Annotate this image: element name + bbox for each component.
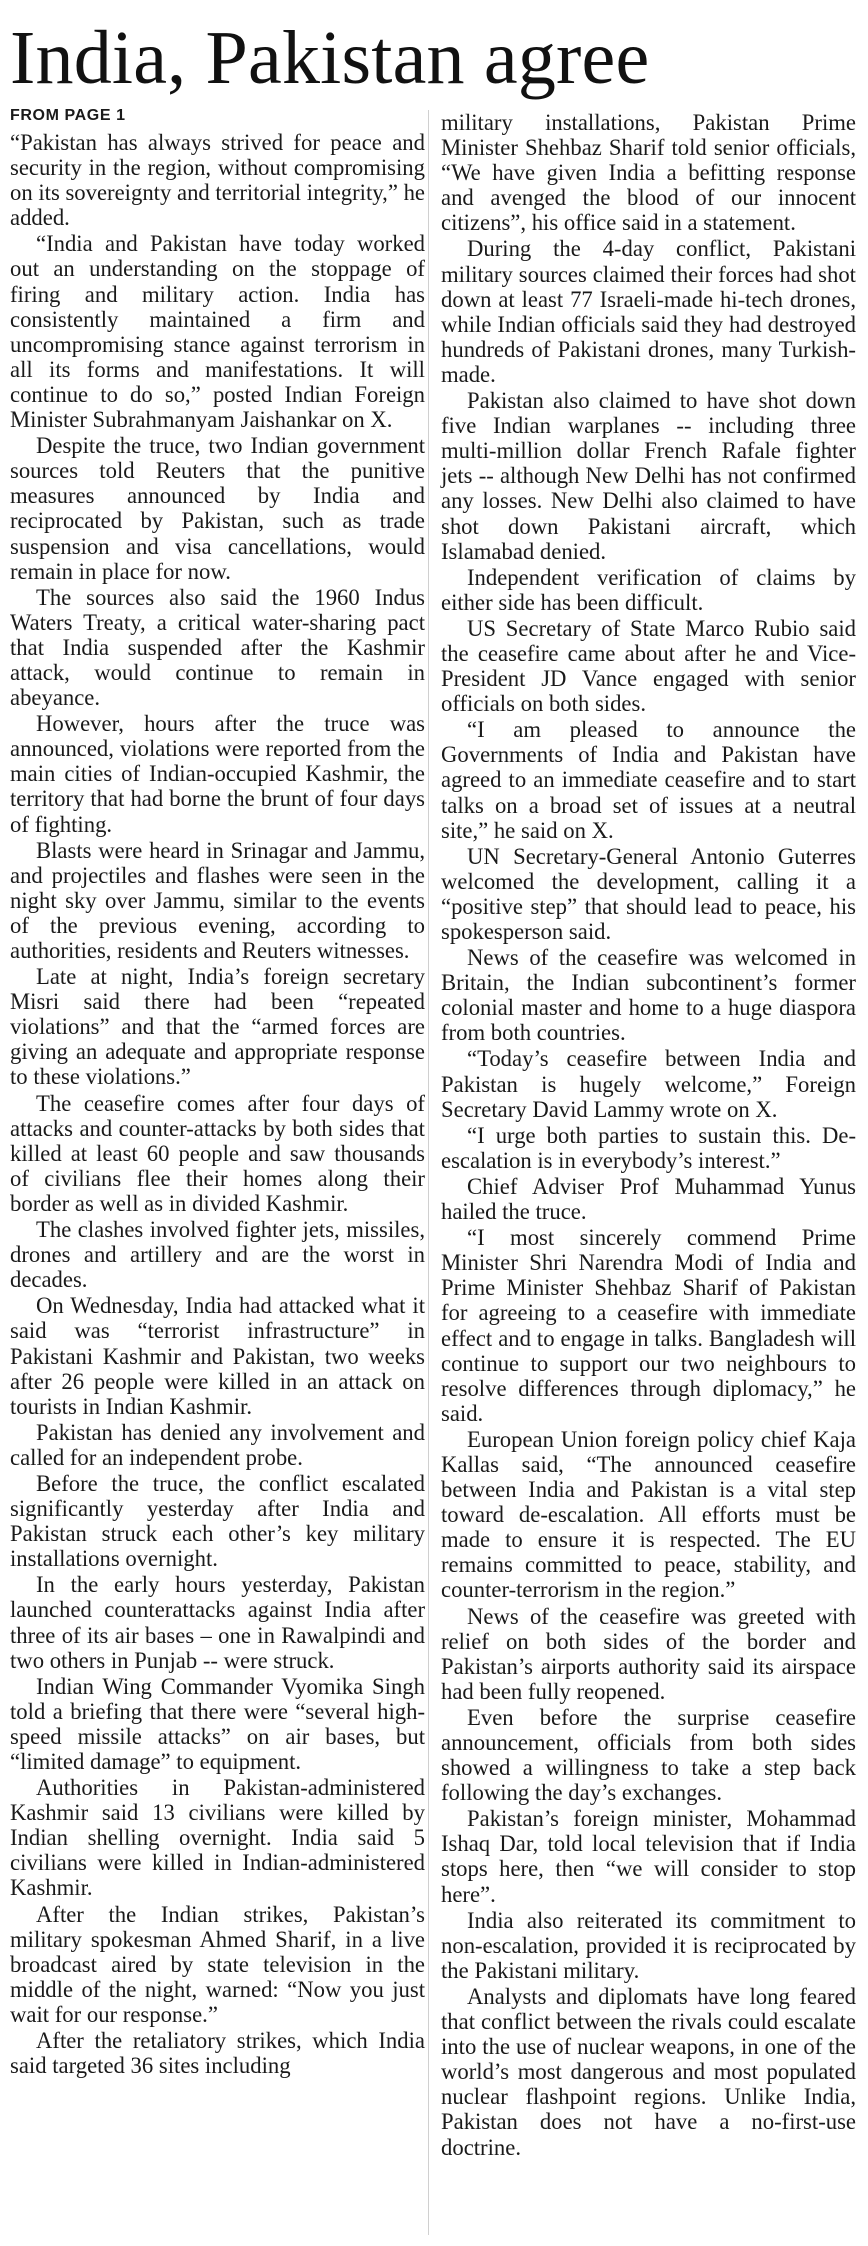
paragraph: However, hours after the truce was announced, violations were reported from the main cities of Indian-occupied Kashmir, the territory that had borne the brunt of four days of fighting.	[10, 711, 425, 837]
paragraph: Analysts and diplomats have long feared that conflict between the rivals could escalate into the use of nuclear weapons, in one of the world’s most dangerous and most populated nuclear flashpoint regions. Unlike India, Pakistan does not have a no-first-use doctrine.	[441, 1983, 856, 2160]
paragraph: Despite the truce, two Indian government sources told Reuters that the punitive measures announced by India and reciprocated by Pakistan, such as trade suspension and visa cancellations, would remain in place for now.	[10, 433, 425, 584]
paragraph: The sources also said the 1960 Indus Waters Treaty, a critical water-sharing pact that India suspended after the Kashmir attack, would continue to remain in abeyance.	[10, 584, 425, 711]
paragraph: In the early hours yesterday, Pakistan launched counterattacks against India after three of its air bases – one in Rawalpindi and two others in Punjab -- were struck.	[10, 1572, 425, 1673]
paragraph: Late at night, India’s foreign secretary Misri said there had been “repeated violations” and that the “armed forces are giving an adequate and appropriate response to these violations.”	[10, 964, 425, 1090]
paragraph: Pakistan also claimed to have shot down five Indian warplanes -- including three multi-million dollar French Rafale fighter jets -- although New Delhi has not confirmed any losses. New Delhi also claimed to have shot down Pakistani aircraft, which Islamabad denied.	[441, 388, 856, 564]
paragraph: Independent verification of claims by either side has been difficult.	[441, 564, 856, 615]
paragraph: On Wednesday, India had attacked what it said was “terrorist infrastructure” in Pakistani Kashmir and Pakistan, two weeks after 26 people were killed in an attack on tourists in Indian Kashmir.	[10, 1293, 425, 1419]
article-headline: India, Pakistan agree	[10, 16, 650, 100]
column-divider	[428, 110, 429, 2235]
paragraph: News of the ceasefire was welcomed in Britain, the Indian subcontinent’s former colonial master and home to a huge diaspora from both countries.	[441, 945, 856, 1046]
paragraph: Before the truce, the conflict escalated significantly yesterday after India and Pakistan struck each other’s key military installations overnight.	[10, 1470, 425, 1572]
paragraph: “I urge both parties to sustain this. De-escalation is in everybody’s interest.”	[441, 1122, 856, 1173]
paragraph: Pakistan has denied any involvement and called for an independent probe.	[10, 1419, 425, 1470]
paragraph: After the Indian strikes, Pakistan’s military spokesman Ahmed Sharif, in a live broadcast aired by state television in the middle of the night, warned: “Now you just wait for our response.”	[10, 1901, 425, 2027]
paragraph: India also reiterated its commitment to non-escalation, provided it is reciprocated by the Pakistani military.	[441, 1907, 856, 1983]
paragraph: News of the ceasefire was greeted with relief on both sides of the border and Pakistan’s airports authority said its airspace had been fully reopened.	[441, 1603, 856, 1704]
paragraph: Indian Wing Commander Vyomika Singh told a briefing that there were “several high-speed missile attacks” on air bases, but “limited damage” to equipment.	[10, 1673, 425, 1774]
paragraph: European Union foreign policy chief Kaja Kallas said, “The announced ceasefire between India and Pakistan is a vital step toward de-escalation. All efforts must be made to ensure it is respected. The EU remains committed to peace, stability, and counter-terrorism in the region.”	[441, 1426, 856, 1603]
paragraph-continuation: military installations, Pakistan Prime Minister Shehbaz Sharif told senior officials, “We have given India a befitting response and avenged the blood of our innocent citizens”, his office said in a statement.	[441, 110, 856, 236]
paragraph: Chief Adviser Prof Muhammad Yunus hailed the truce.	[441, 1173, 856, 1225]
paragraph: The clashes involved fighter jets, missiles, drones and artillery and are the worst in decades.	[10, 1217, 425, 1293]
dateline: FROM PAGE 1	[10, 107, 126, 124]
paragraph: “India and Pakistan have today worked out an understanding on the stoppage of firing and military action. India has consistently maintained a firm and uncompromising stance against terrorism in all its forms and manifestations. It will continue to do so,” posted Indian Foreign Minister Subrahmanyam Jaishankar on X.	[10, 231, 425, 433]
paragraph: “Pakistan has always strived for peace and security in the region, without compromising on its sovereignty and territorial integrity,” he added.	[10, 130, 425, 231]
paragraph: During the 4-day conflict, Pakistani military sources claimed their forces had shot down at least 77 Israeli-made hi-tech drones, while Indian officials said they had destroyed hundreds of Pakistani drones, many Turkish-made.	[441, 236, 856, 387]
paragraph: After the retaliatory strikes, which India said targeted 36 sites including	[10, 2028, 425, 2079]
paragraph: Even before the surprise ceasefire announcement, officials from both sides showed a willingness to take a step back following the day’s exchanges.	[441, 1704, 856, 1806]
paragraph: “I most sincerely commend Prime Minister Shri Narendra Modi of India and Prime Minister Shehbaz Sharif of Pakistan for agreeing to a ceasefire with immediate effect and to engage in talks. Bangladesh will continue to support our two neighbours to resolve differences through diplomacy,” he said.	[441, 1225, 856, 1426]
paragraph: “Today’s ceasefire between India and Pakistan is hugely welcome,” Foreign Secretary David Lammy wrote on X.	[441, 1046, 856, 1122]
paragraph: UN Secretary-General Antonio Guterres welcomed the development, calling it a “positive step” that should lead to peace, his spokesperson said.	[441, 843, 856, 944]
article-column-left	[10, 108, 425, 2079]
paragraph: “I am pleased to announce the Governments of India and Pakistan have agreed to an immediate ceasefire and to start talks on a broad set of issues at a neutral site,” he said on X.	[441, 717, 856, 843]
paragraph: Pakistan’s foreign minister, Mohammad Ishaq Dar, told local television that if India stops here, then “we will consider to stop here”.	[441, 1806, 856, 1907]
paragraph: Authorities in Pakistan-administered Kashmir said 13 civilians were killed by Indian shelling overnight. India said 5 civilians were killed in Indian-administered Kashmir.	[10, 1775, 425, 1901]
paragraph: Blasts were heard in Srinagar and Jammu, and projectiles and flashes were seen in the night sky over Jammu, similar to the events of the previous evening, according to authorities, residents and Reuters witnesses.	[10, 837, 425, 963]
article-column-right	[441, 110, 856, 2161]
paragraph: US Secretary of State Marco Rubio said the ceasefire came about after he and Vice-President JD Vance engaged with senior officials on both sides.	[441, 615, 856, 717]
paragraph: The ceasefire comes after four days of attacks and counter-attacks by both sides that killed at least 60 people and saw thousands of civilians flee their homes along their border as well as in divided Kashmir.	[10, 1090, 425, 1216]
